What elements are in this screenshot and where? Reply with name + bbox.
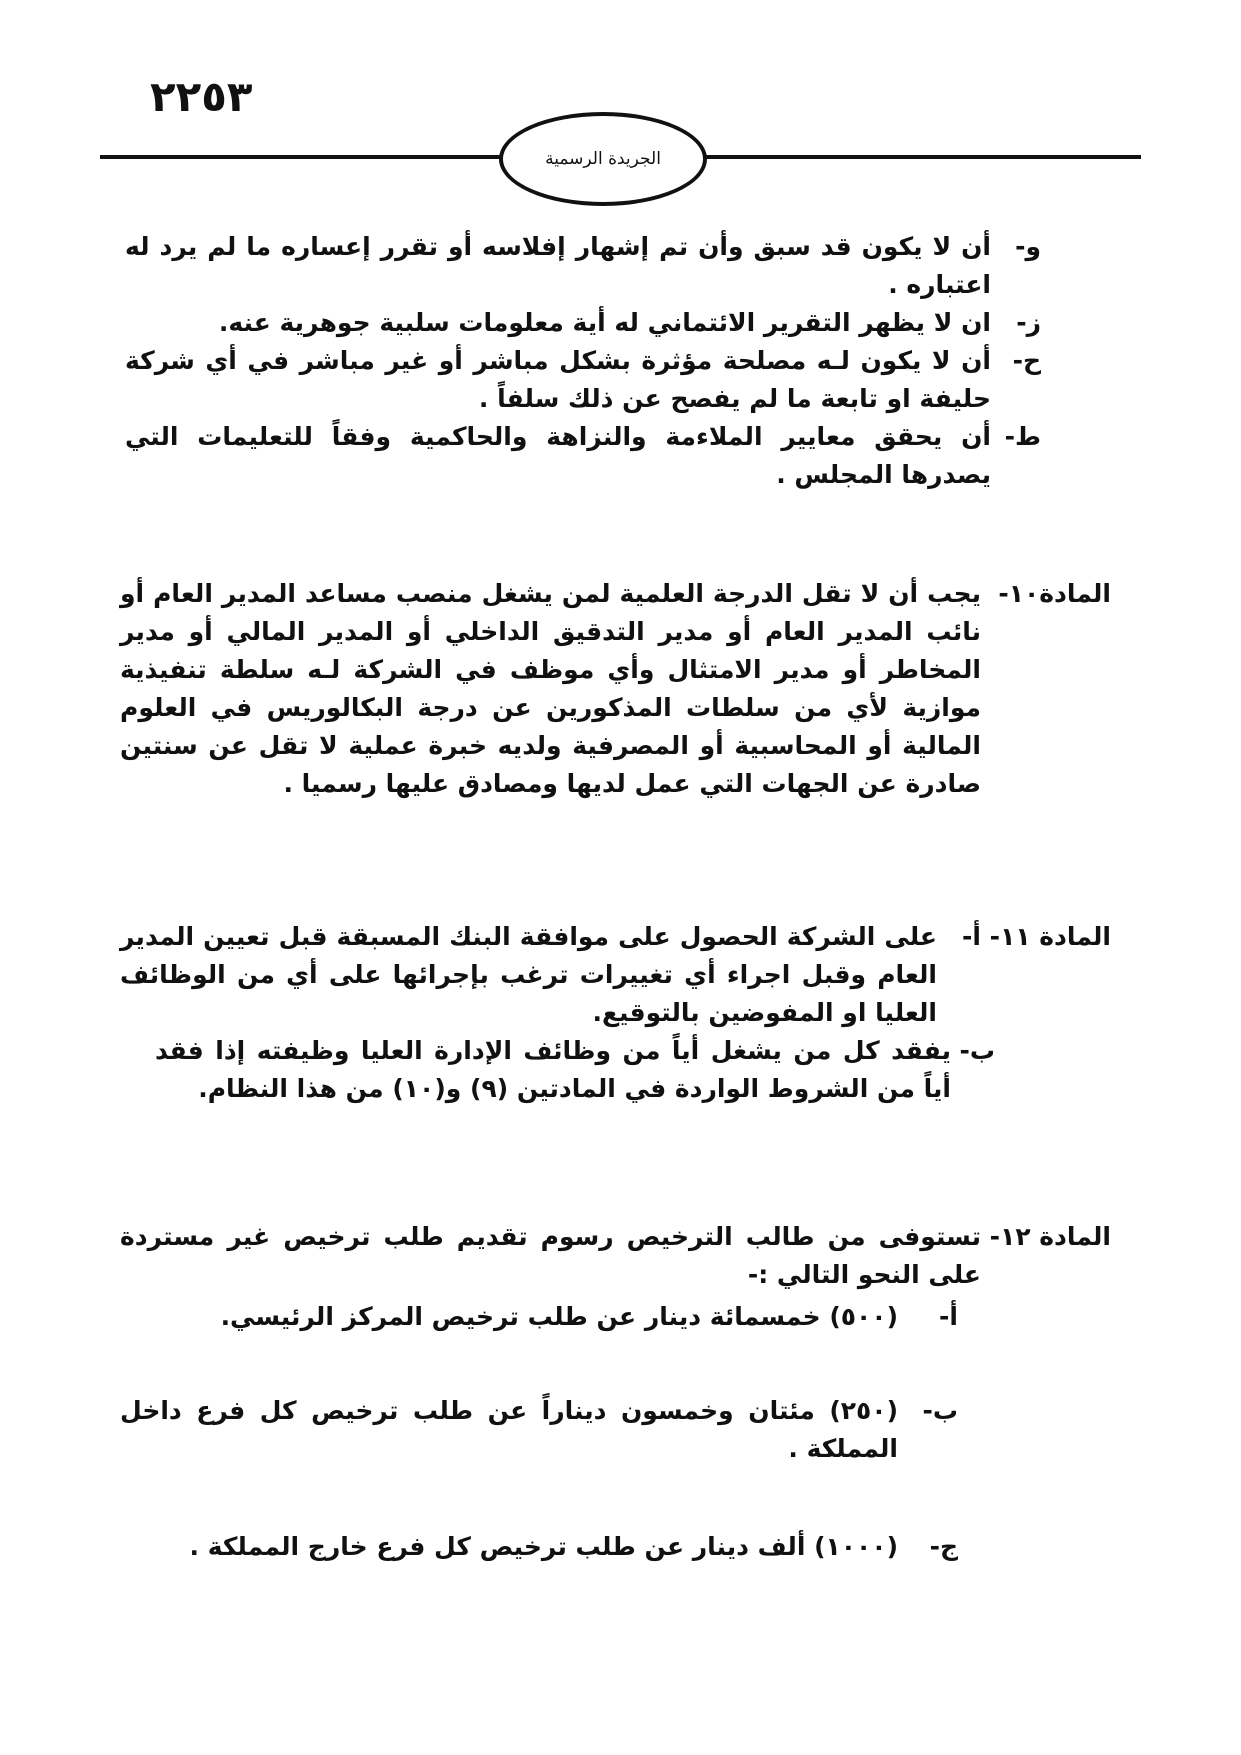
item-marker: أ-: [962, 922, 981, 951]
article-12-item-a: [180, 1298, 958, 1336]
list-item: [125, 342, 1041, 418]
list-marker: ز-: [1016, 308, 1041, 337]
item-marker: ب-: [922, 1396, 958, 1425]
article-12-item-c: [150, 1528, 958, 1566]
item-text: على الشركة الحصول على موافقة البنك المسبقة قبل تعيين المدير العام وقبل اجراء أي تغييرات ترغب بإجرائها على أي من الوظائف العليا او المفوضين بالتوقيع.: [120, 922, 937, 1027]
list-marker: ط-: [1004, 422, 1041, 451]
list-text: أن يحقق معايير الملاءمة والنزاهة والحاكمية وفقاً للتعليمات التي يصدرها المجلس .: [125, 422, 991, 489]
article-heading: المادة ١١-: [989, 922, 1111, 951]
list-item: [125, 418, 1041, 494]
list-text: أن لا يكون قد سبق وأن تم إشهار إفلاسه أو تقرر إعساره ما لم يرد له اعتباره .: [125, 232, 991, 299]
article-12-item-b: [120, 1392, 958, 1468]
list-text: ان لا يظهر التقرير الائتماني له أية معلومات سلبية جوهرية عنه.: [218, 308, 991, 337]
article-11-item-b: [120, 1032, 995, 1108]
item-text: يفقد كل من يشغل أياً من وظائف الإدارة العليا وظيفته إذا فقد أياً من الشروط الواردة في المادتين (٩) و(١٠) من هذا النظام.: [155, 1036, 951, 1103]
article-10: [120, 575, 1111, 803]
gazette-title-badge: [499, 112, 707, 206]
article-11-item-a: [120, 918, 981, 1032]
item-text: (٢٥٠) مئتان وخمسون ديناراً عن طلب ترخيص كل فرع داخل المملكة .: [120, 1396, 898, 1463]
article-body: يجب أن لا تقل الدرجة العلمية لمن يشغل منصب مساعد المدير العام أو نائب المدير العام أو مدير التدقيق الداخلي أو المدير المالي أو مدير المخاطر أو مدير الامتثال وأي موظف في الشركة لـه سلطة تنفيذية موازية لأي من سلطات المذكورين عن درجة البكالوريس في العلوم المالية أو المحاسبية أو المصرفية ولديه خبرة عملية لا تقل عن سنتين صادرة عن الجهات التي عمل لديها ومصادق عليها رسميا .: [120, 579, 981, 798]
list-marker: و-: [1015, 232, 1041, 261]
list-marker: ح-: [1012, 346, 1041, 375]
article-heading: المادة ١٢-: [989, 1222, 1111, 1251]
conditions-list: [125, 228, 1041, 494]
article-heading: المادة١٠-: [998, 579, 1111, 608]
item-text: (١٠٠٠) ألف دينار عن طلب ترخيص كل فرع خارج المملكة .: [189, 1532, 898, 1561]
list-item: [125, 228, 1041, 304]
article-intro: تستوفى من طالب الترخيص رسوم تقديم طلب ترخيص غير مستردة على النحو التالي :-: [120, 1222, 981, 1289]
item-marker: ج-: [929, 1532, 958, 1561]
page-number: ٢٢٥٣: [150, 72, 253, 121]
list-item: [125, 304, 1041, 342]
item-text: (٥٠٠) خمسمائة دينار عن طلب ترخيص المركز الرئيسي.: [220, 1302, 898, 1331]
gazette-title: الجريدة الرسمية: [545, 149, 661, 169]
list-text: أن لا يكون لـه مصلحة مؤثرة بشكل مباشر أو غير مباشر في أي شركة حليفة او تابعة ما لم يفصح عن ذلك سلفاً .: [125, 346, 991, 413]
article-11: [120, 918, 1111, 1108]
item-marker: أ-: [939, 1302, 958, 1331]
item-marker: ب-: [959, 1036, 995, 1065]
article-12: [120, 1218, 1111, 1294]
